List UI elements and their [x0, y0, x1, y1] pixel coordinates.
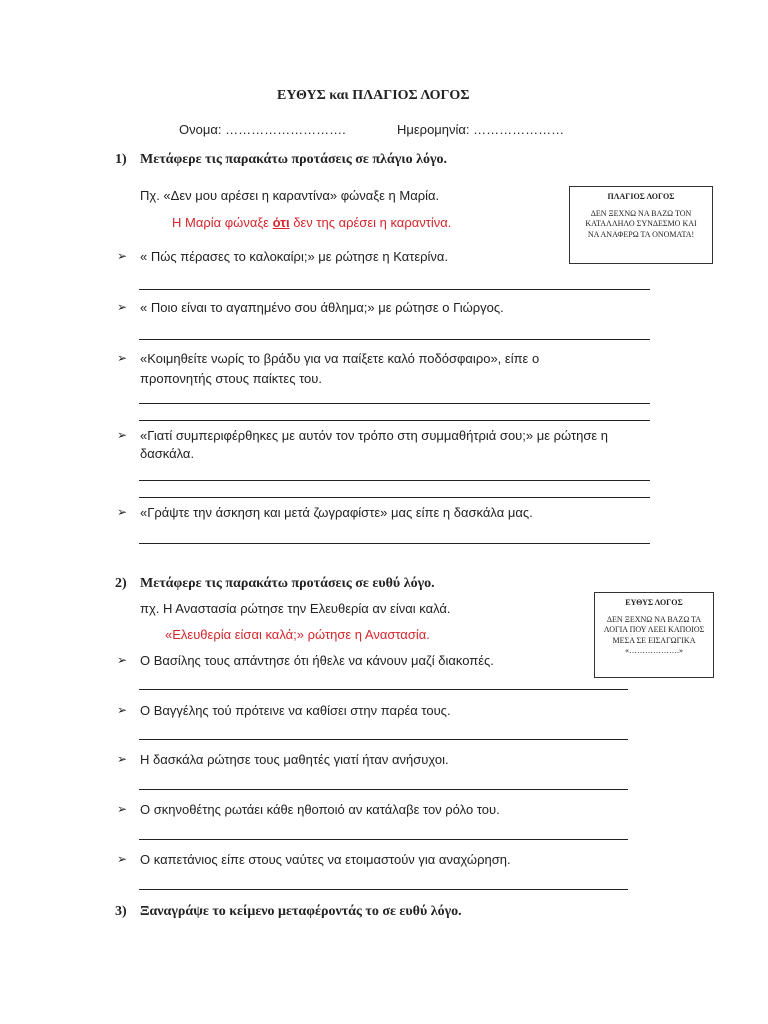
answer-line[interactable] — [139, 889, 628, 890]
example-answer-quote: «Ελευθερία είσαι καλά;» — [165, 627, 304, 642]
section-1-example-answer — [172, 215, 451, 230]
section-2-number: 2) — [115, 576, 127, 591]
arrow-bullet-icon: ➢ — [117, 428, 128, 442]
answer-line[interactable] — [139, 420, 650, 421]
arrow-bullet-icon: ➢ — [117, 802, 128, 816]
exercise-sentence: «Γιατί συμπεριφέρθηκες με αυτόν τον τρόπο στη συμμαθήτριά σου;» με ρώτησε η — [140, 428, 609, 443]
exercise-sentence: Ο σκηνοθέτης ρωτάει κάθε ηθοποιό αν κατάλαβε τον ρόλο του. — [140, 802, 500, 817]
answer-line[interactable] — [139, 789, 628, 790]
direct-speech-tip-line: «……………….» — [625, 646, 683, 655]
direct-speech-tip-title: ΕΥΘΥΣ ΛΟΓΟΣ — [625, 598, 683, 607]
answer-line[interactable] — [139, 839, 628, 840]
direct-speech-tip-box — [594, 592, 714, 678]
exercise-sentence-continuation: δασκάλα. — [140, 446, 195, 461]
answer-line[interactable] — [139, 480, 650, 481]
arrow-bullet-icon: ➢ — [117, 300, 128, 314]
arrow-bullet-icon: ➢ — [117, 351, 128, 365]
answer-line[interactable] — [139, 403, 650, 404]
page-title: ΕΥΘΥΣ και ΠΛΑΓΙΟΣ ΛΟΓΟΣ — [277, 88, 470, 103]
exercise-sentence: « Ποιο είναι το αγαπημένο σου άθλημα;» με ρώτησε ο Γιώργος. — [140, 300, 504, 315]
exercise-sentence: Ο Βασίλης τους απάντησε ότι ήθελε να κάνουν μαζί διακοπές. — [140, 653, 494, 668]
section-3-title: Ξαναγράψε το κείμενο μεταφέροντάς το σε ευθύ λόγο. — [140, 904, 462, 919]
answer-line[interactable] — [139, 497, 650, 498]
section-2-title: Μετάφερε τις παρακάτω προτάσεις σε ευθύ λόγο. — [140, 576, 435, 591]
exercise-sentence: Ο καπετάνιος είπε στους ναύτες να ετοιμαστούν για αναχώρηση. — [140, 852, 511, 867]
date-field-label: Ημερομηνία: ………………… — [397, 122, 565, 137]
answer-line[interactable] — [139, 289, 650, 290]
example-answer-after: δεν της αρέσει η καραντίνα. — [289, 215, 452, 230]
arrow-bullet-icon: ➢ — [117, 249, 128, 263]
arrow-bullet-icon: ➢ — [117, 852, 128, 866]
direct-speech-tip-line: ΛΟΓΙΑ ΠΟΥ ΛΕΕΙ ΚΑΠΟΙΟΣ — [603, 625, 705, 634]
example-answer-after: ρώτησε η Αναστασία. — [303, 627, 430, 642]
arrow-bullet-icon: ➢ — [117, 703, 128, 717]
example-answer-keyword: ότι — [272, 215, 290, 230]
indirect-speech-tip-line: ΝΑ ΑΝΑΦΕΡΩ ΤΑ ΟΝΟΜΑΤΑ! — [587, 229, 695, 239]
exercise-sentence: Ο Βαγγέλης τού πρότεινε να καθίσει στην παρέα τους. — [140, 703, 451, 718]
answer-line[interactable] — [139, 543, 650, 544]
section-2-example: πχ. Η Αναστασία ρώτησε την Ελευθερία αν είναι καλά. — [140, 601, 451, 616]
exercise-sentence: «Κοιμηθείτε νωρίς το βράδυ για να παίξετε καλό ποδόσφαιρο», είπε ο — [140, 351, 540, 366]
answer-line[interactable] — [139, 689, 628, 690]
exercise-sentence-continuation: προπονητής στους παίκτες του. — [140, 371, 322, 386]
name-field-label: Ονομα: ………………………. — [179, 122, 346, 137]
answer-line[interactable] — [139, 739, 628, 740]
exercise-sentence: Η δασκάλα ρώτησε τους μαθητές γιατί ήταν ανήσυχοι. — [140, 752, 449, 767]
section-1-example: Πχ. «Δεν μου αρέσει η καραντίνα» φώναξε η Μαρία. — [140, 188, 440, 203]
indirect-speech-tip-line: ΚΑΤΑΛΛΗΛΟ ΣΥΝΔΕΣΜΟ ΚΑΙ — [585, 219, 697, 228]
example-answer-before: Η Μαρία φώναξε — [172, 215, 273, 230]
direct-speech-tip-line: ΜΕΣΑ ΣΕ ΕΙΣΑΓΩΓΙΚΑ — [612, 635, 696, 645]
indirect-speech-tip-title: ΠΛΑΓΙΟΣ ΛΟΓΟΣ — [607, 192, 675, 201]
arrow-bullet-icon: ➢ — [117, 653, 128, 667]
answer-line[interactable] — [139, 339, 650, 340]
arrow-bullet-icon: ➢ — [117, 505, 128, 519]
indirect-speech-tip-box — [569, 186, 713, 264]
section-1-number: 1) — [115, 152, 127, 167]
section-1-title: Μετάφερε τις παρακάτω προτάσεις σε πλάγιο λόγο. — [140, 152, 448, 167]
section-3-number: 3) — [115, 904, 127, 919]
arrow-bullet-icon: ➢ — [117, 752, 128, 766]
exercise-sentence: «Γράψτε την άσκηση και μετά ζωγραφίστε» μας είπε η δασκάλα μας. — [140, 505, 533, 520]
exercise-sentence: « Πώς πέρασες το καλοκαίρι;» με ρώτησε η Κατερίνα. — [140, 249, 449, 264]
section-2-example-answer — [165, 627, 430, 642]
indirect-speech-tip-line: ΔΕΝ ΞΕΧΝΩ ΝΑ ΒΑΖΩ ΤΟΝ — [590, 208, 692, 218]
direct-speech-tip-line: ΔΕΝ ΞΕΧΝΩ ΝΑ ΒΑΖΩ ΤΑ — [606, 614, 702, 624]
